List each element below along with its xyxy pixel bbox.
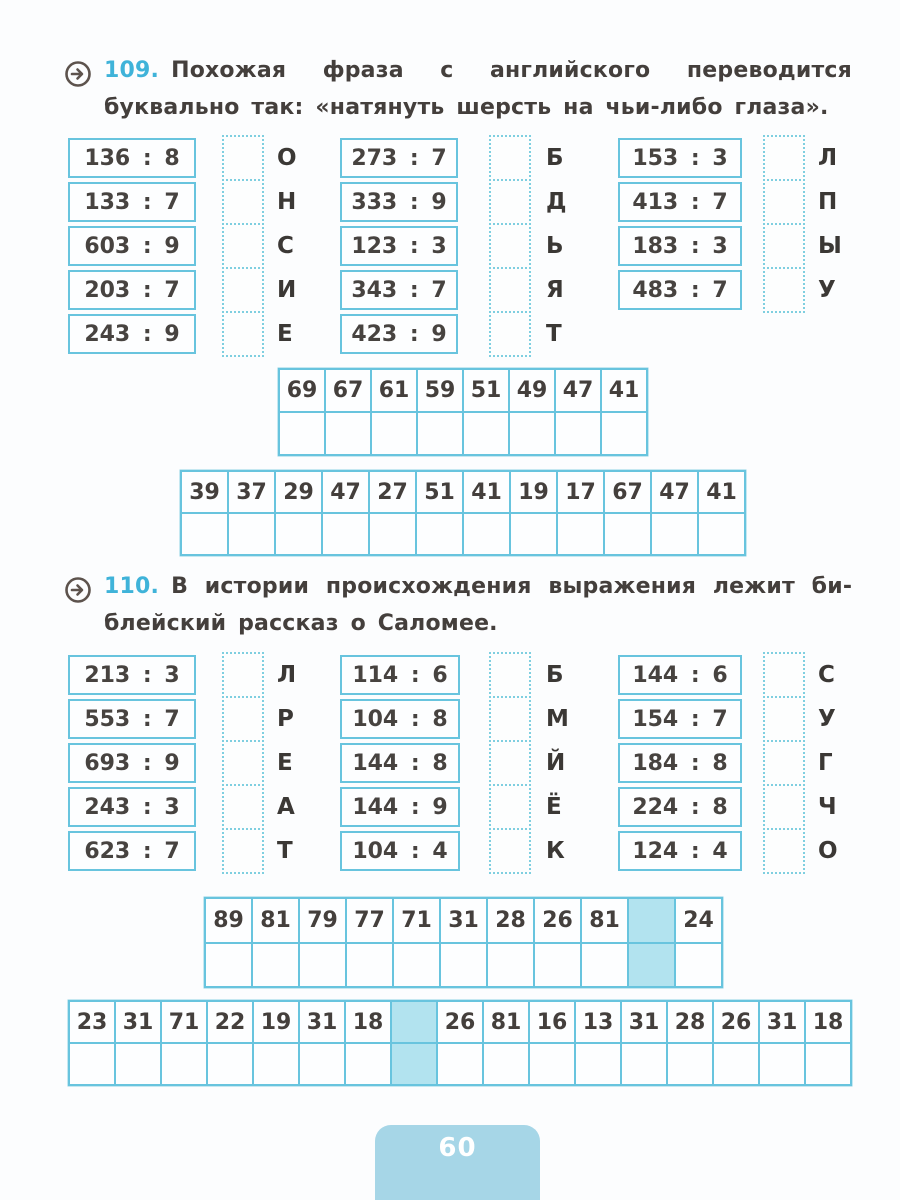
answer-letter: Б — [546, 662, 564, 688]
table-value-cell: 77 — [347, 899, 392, 942]
table-value-cell: 27 — [370, 472, 415, 512]
table-empty-cell[interactable] — [699, 514, 744, 554]
table-value-cell: 39 — [182, 472, 227, 512]
answer-box[interactable] — [222, 696, 264, 742]
table-value-cell: 18 — [346, 1002, 390, 1042]
table-empty-cell[interactable] — [417, 514, 462, 554]
problem-group — [618, 655, 838, 874]
table-value-cell: 26 — [535, 899, 580, 942]
table-value-cell: 41 — [699, 472, 744, 512]
answer-letter: У — [818, 706, 836, 732]
table-empty-cell[interactable] — [346, 1044, 390, 1084]
answer-letter: Т — [546, 321, 562, 347]
answer-letter: Т — [277, 838, 293, 864]
table-value-cell: 31 — [441, 899, 486, 942]
division-problem: 603 : 9 — [68, 226, 196, 266]
answer-box[interactable] — [763, 828, 805, 874]
division-problem: 423 : 9 — [340, 314, 458, 354]
table-empty-cell[interactable] — [370, 514, 415, 554]
answer-letter: Н — [277, 189, 297, 215]
table-empty-cell[interactable] — [254, 1044, 298, 1084]
answer-letter: С — [277, 233, 294, 259]
table-empty-cell[interactable] — [602, 413, 646, 454]
table-value-cell: 13 — [576, 1002, 620, 1042]
table-value-cell: 37 — [229, 472, 274, 512]
table-value-cell: 17 — [558, 472, 603, 512]
table-value-cell: 49 — [510, 370, 554, 411]
table-empty-cell[interactable] — [714, 1044, 758, 1084]
division-problem: 413 : 7 — [618, 182, 742, 222]
table-empty-cell[interactable] — [116, 1044, 160, 1084]
answer-box[interactable] — [222, 652, 264, 698]
answer-letter: Д — [546, 189, 567, 215]
answer-box[interactable] — [763, 740, 805, 786]
division-problem: 136 : 8 — [68, 138, 196, 178]
exercise-number: 109. — [104, 58, 160, 83]
table-value-cell: 31 — [622, 1002, 666, 1042]
table-value-cell: 24 — [676, 899, 721, 942]
answer-letter: И — [277, 277, 297, 303]
problem-group — [68, 655, 296, 874]
answer-table — [204, 897, 723, 988]
division-problem: 623 : 7 — [68, 831, 196, 871]
answer-letter: А — [277, 794, 295, 820]
division-problem: 114 : 6 — [340, 655, 460, 695]
table-value-cell: 47 — [323, 472, 368, 512]
table-value-cell: 28 — [668, 1002, 712, 1042]
division-problem: 243 : 9 — [68, 314, 196, 354]
division-problem: 184 : 8 — [618, 743, 742, 783]
answer-box[interactable] — [489, 740, 531, 786]
table-empty-cell[interactable] — [182, 514, 227, 554]
table-value-cell: 51 — [417, 472, 462, 512]
division-problem: 104 : 4 — [340, 831, 460, 871]
answer-letter: О — [277, 145, 297, 171]
division-problem: 183 : 3 — [618, 226, 742, 266]
table-empty-cell[interactable] — [280, 413, 324, 454]
table-empty-cell[interactable] — [70, 1044, 114, 1084]
answer-box[interactable] — [489, 828, 531, 874]
answer-box[interactable] — [222, 311, 264, 357]
table-empty-cell[interactable] — [206, 944, 251, 986]
answer-box[interactable] — [489, 696, 531, 742]
division-problem: 483 : 7 — [618, 270, 742, 310]
table-value-cell: 79 — [300, 899, 345, 942]
table-value-cell: 69 — [280, 370, 324, 411]
answer-letter: Г — [818, 750, 833, 776]
answer-box[interactable] — [489, 784, 531, 830]
division-problem: 273 : 7 — [340, 138, 458, 178]
division-problem: 124 : 4 — [618, 831, 742, 871]
table-empty-cell[interactable] — [652, 514, 697, 554]
division-problem: 153 : 3 — [618, 138, 742, 178]
answer-letter: Я — [546, 277, 564, 303]
table-empty-cell[interactable] — [622, 1044, 666, 1084]
table-empty-cell[interactable] — [323, 514, 368, 554]
table-empty-cell[interactable] — [229, 514, 274, 554]
answer-letter: Е — [277, 321, 293, 347]
answer-letter: П — [818, 189, 838, 215]
table-empty-cell[interactable] — [300, 1044, 344, 1084]
table-empty-cell[interactable] — [276, 514, 321, 554]
table-empty-cell[interactable] — [392, 1044, 436, 1084]
table-value-cell: 31 — [116, 1002, 160, 1042]
answer-letter: Ы — [818, 233, 842, 259]
answer-box[interactable] — [222, 135, 264, 181]
table-empty-cell[interactable] — [556, 413, 600, 454]
table-empty-cell[interactable] — [760, 1044, 804, 1084]
table-value-cell: 16 — [530, 1002, 574, 1042]
table-value-cell: 89 — [206, 899, 251, 942]
table-empty-cell[interactable] — [300, 944, 345, 986]
table-value-cell: 18 — [806, 1002, 850, 1042]
answer-box[interactable] — [763, 652, 805, 698]
table-value-cell: 61 — [372, 370, 416, 411]
answer-letter: С — [818, 662, 835, 688]
answer-table — [68, 1000, 852, 1086]
answer-box[interactable] — [763, 696, 805, 742]
page-number-tab — [375, 1125, 540, 1200]
problem-group — [340, 138, 566, 357]
answer-table — [278, 368, 648, 456]
answer-letter: Л — [277, 662, 297, 688]
division-problem: 343 : 7 — [340, 270, 458, 310]
answer-box[interactable] — [222, 223, 264, 269]
table-empty-cell[interactable] — [668, 1044, 712, 1084]
table-value-cell: 51 — [464, 370, 508, 411]
table-empty-cell[interactable] — [394, 944, 439, 986]
division-problem: 243 : 3 — [68, 787, 196, 827]
answer-box[interactable] — [222, 784, 264, 830]
table-value-cell — [629, 899, 674, 942]
answer-letter: О — [818, 838, 838, 864]
table-empty-cell[interactable] — [208, 1044, 252, 1084]
table-value-cell: 47 — [556, 370, 600, 411]
table-empty-cell[interactable] — [605, 514, 650, 554]
answer-box[interactable] — [489, 223, 531, 269]
answer-letter: Е — [277, 750, 293, 776]
division-problem: 213 : 3 — [68, 655, 196, 695]
table-value-cell: 23 — [70, 1002, 114, 1042]
table-value-cell: 29 — [276, 472, 321, 512]
table-value-cell: 19 — [511, 472, 556, 512]
table-value-cell: 81 — [253, 899, 298, 942]
division-problem: 203 : 7 — [68, 270, 196, 310]
table-empty-cell[interactable] — [418, 413, 462, 454]
table-value-cell: 28 — [488, 899, 533, 942]
table-value-cell: 67 — [605, 472, 650, 512]
exercise-text: Похожая фраза с английского переводится буквально так: «натянуть шерсть на чьи-либо глаза». — [104, 58, 852, 120]
answer-letter: Л — [818, 145, 838, 171]
division-problem: 144 : 8 — [340, 743, 460, 783]
table-empty-cell[interactable] — [535, 944, 580, 986]
arrow-circle-icon — [64, 576, 92, 604]
answer-box[interactable] — [489, 267, 531, 313]
answer-box[interactable] — [489, 652, 531, 698]
table-value-cell: 31 — [760, 1002, 804, 1042]
problem-group — [68, 138, 297, 357]
answer-box[interactable] — [763, 784, 805, 830]
table-value-cell: 81 — [484, 1002, 528, 1042]
answer-letter: Й — [546, 750, 566, 776]
table-empty-cell[interactable] — [576, 1044, 620, 1084]
table-value-cell: 31 — [300, 1002, 344, 1042]
table-empty-cell[interactable] — [676, 944, 721, 986]
answer-letter: Б — [546, 145, 564, 171]
table-empty-cell[interactable] — [441, 944, 486, 986]
table-empty-cell[interactable] — [511, 514, 556, 554]
table-empty-cell[interactable] — [488, 944, 533, 986]
table-value-cell: 67 — [326, 370, 370, 411]
answer-box[interactable] — [222, 740, 264, 786]
table-value-cell — [392, 1002, 436, 1042]
table-empty-cell[interactable] — [464, 514, 509, 554]
answer-table — [180, 470, 746, 556]
answer-letter: Р — [277, 706, 294, 732]
division-problem: 224 : 8 — [618, 787, 742, 827]
table-value-cell: 19 — [254, 1002, 298, 1042]
table-value-cell: 59 — [418, 370, 462, 411]
problem-group — [340, 655, 569, 874]
answer-letter: К — [546, 838, 565, 864]
answer-box[interactable] — [763, 179, 805, 225]
table-empty-cell[interactable] — [484, 1044, 528, 1084]
table-value-cell: 26 — [438, 1002, 482, 1042]
table-value-cell: 41 — [602, 370, 646, 411]
answer-letter: Ч — [818, 794, 837, 820]
division-problem: 104 : 8 — [340, 699, 460, 739]
answer-box[interactable] — [489, 179, 531, 225]
answer-box[interactable] — [489, 311, 531, 357]
answer-box[interactable] — [763, 135, 805, 181]
page-number: 60 — [438, 1133, 477, 1163]
answer-box[interactable] — [763, 267, 805, 313]
table-empty-cell[interactable] — [326, 413, 370, 454]
division-problem: 553 : 7 — [68, 699, 196, 739]
table-value-cell: 71 — [162, 1002, 206, 1042]
answer-box[interactable] — [222, 267, 264, 313]
division-problem: 693 : 9 — [68, 743, 196, 783]
exercise-statement — [104, 568, 852, 642]
answer-letter: Ь — [546, 233, 564, 259]
table-empty-cell[interactable] — [372, 413, 416, 454]
table-empty-cell[interactable] — [510, 413, 554, 454]
answer-box[interactable] — [489, 135, 531, 181]
table-empty-cell[interactable] — [347, 944, 392, 986]
answer-box[interactable] — [763, 223, 805, 269]
exercise-statement — [104, 52, 852, 126]
table-value-cell: 47 — [652, 472, 697, 512]
table-empty-cell[interactable] — [464, 413, 508, 454]
table-empty-cell[interactable] — [438, 1044, 482, 1084]
table-empty-cell[interactable] — [253, 944, 298, 986]
table-value-cell: 81 — [582, 899, 627, 942]
exercise-text: В истории происхождения выражения лежит библейский рассказ о Саломее. — [104, 574, 852, 636]
answer-box[interactable] — [222, 179, 264, 225]
division-problem: 333 : 9 — [340, 182, 458, 222]
table-empty-cell[interactable] — [629, 944, 674, 986]
table-empty-cell[interactable] — [162, 1044, 206, 1084]
table-value-cell: 71 — [394, 899, 439, 942]
problem-group — [618, 138, 842, 313]
exercise-number: 110. — [104, 574, 160, 599]
table-empty-cell[interactable] — [530, 1044, 574, 1084]
table-empty-cell[interactable] — [558, 514, 603, 554]
table-empty-cell[interactable] — [806, 1044, 850, 1084]
answer-letter: М — [546, 706, 569, 732]
table-value-cell: 22 — [208, 1002, 252, 1042]
division-problem: 144 : 9 — [340, 787, 460, 827]
table-value-cell: 26 — [714, 1002, 758, 1042]
answer-letter: Ё — [546, 794, 562, 820]
table-value-cell: 41 — [464, 472, 509, 512]
division-problem: 144 : 6 — [618, 655, 742, 695]
division-problem: 154 : 7 — [618, 699, 742, 739]
arrow-circle-icon — [64, 60, 92, 88]
division-problem: 133 : 7 — [68, 182, 196, 222]
answer-letter: У — [818, 277, 836, 303]
division-problem: 123 : 3 — [340, 226, 458, 266]
table-empty-cell[interactable] — [582, 944, 627, 986]
answer-box[interactable] — [222, 828, 264, 874]
